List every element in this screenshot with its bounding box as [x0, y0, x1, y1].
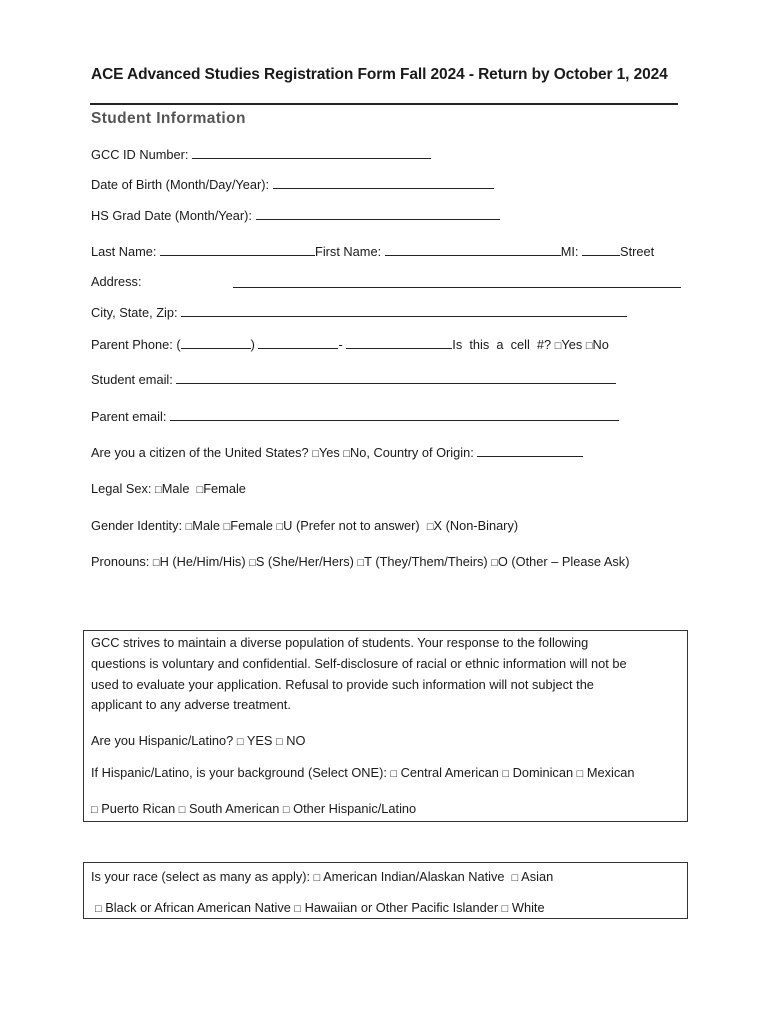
- gcc-id-label: GCC ID Number:: [91, 147, 189, 162]
- parent-phone-row: [91, 336, 609, 352]
- parent-email-field[interactable]: [170, 408, 619, 421]
- form-title: ACE Advanced Studies Registration Form Fall 2024 - Return by October 1, 2024: [91, 66, 668, 83]
- race-question: Is your race (select as many as apply):: [91, 869, 311, 884]
- bg-central-checkbox[interactable]: □ Central American: [390, 765, 499, 780]
- pronoun-s-checkbox[interactable]: □S (She/Her/Hers): [249, 554, 354, 569]
- race-black-checkbox[interactable]: □ Black or African American Native: [95, 900, 291, 915]
- phone-line-field[interactable]: [346, 336, 452, 349]
- country-of-origin-field[interactable]: [477, 444, 583, 457]
- dob-label: Date of Birth (Month/Day/Year):: [91, 177, 270, 192]
- hispanic-no-checkbox[interactable]: □ NO: [276, 733, 306, 748]
- section-heading: Student Information: [91, 110, 246, 127]
- title-divider: [90, 103, 678, 105]
- citizen-yes-checkbox[interactable]: □Yes: [312, 445, 340, 460]
- diversity-intro-4: applicant to any adverse treatment.: [91, 697, 291, 712]
- name-row: [91, 243, 654, 259]
- gender-identity-row: [91, 518, 518, 533]
- background-row: [91, 765, 635, 780]
- background-row-2: [91, 801, 416, 816]
- diversity-intro-3: used to evaluate your application. Refusal to provide such information will not subject the: [91, 677, 594, 692]
- dob-row: [91, 176, 494, 192]
- race-row-2: [95, 900, 545, 915]
- city-label: City, State, Zip:: [91, 305, 178, 320]
- gcc-id-field[interactable]: [192, 146, 431, 159]
- pronouns-row: [91, 554, 629, 569]
- phone-prefix-field[interactable]: [258, 336, 338, 349]
- background-question: If Hispanic/Latino, is your background (Select ONE):: [91, 765, 387, 780]
- cell-no-checkbox[interactable]: □No: [585, 337, 609, 352]
- race-american-indian-checkbox[interactable]: □ American Indian/Alaskan Native: [313, 869, 505, 884]
- pronouns-label: Pronouns:: [91, 554, 150, 569]
- cell-question: Is this a cell #?: [452, 337, 552, 352]
- area-code-field[interactable]: [181, 336, 251, 349]
- gi-female-checkbox[interactable]: □Female: [223, 518, 273, 533]
- race-row-1: [91, 869, 553, 884]
- diversity-intro-2: questions is voluntary and confidential. Self-disclosure of racial or ethnic information will not be: [91, 656, 627, 671]
- gi-u-checkbox[interactable]: □U (Prefer not to answer): [276, 518, 420, 533]
- hs-grad-label: HS Grad Date (Month/Year):: [91, 208, 252, 223]
- address-field[interactable]: [233, 275, 681, 288]
- hispanic-yes-checkbox[interactable]: □ YES: [236, 733, 273, 748]
- student-email-field[interactable]: [176, 371, 616, 384]
- street-label: Street: [620, 244, 655, 259]
- city-row: [91, 304, 627, 320]
- bg-puerto-rican-checkbox[interactable]: □ Puerto Rican: [91, 801, 176, 816]
- race-hawaiian-checkbox[interactable]: □ Hawaiian or Other Pacific Islander: [294, 900, 499, 915]
- race-asian-checkbox[interactable]: □ Asian: [511, 869, 554, 884]
- gcc-id-row: [91, 146, 431, 162]
- bg-dominican-checkbox[interactable]: □ Dominican: [502, 765, 574, 780]
- cell-yes-checkbox[interactable]: □Yes: [554, 337, 583, 352]
- gi-male-checkbox[interactable]: □Male: [185, 518, 221, 533]
- bg-south-checkbox[interactable]: □ South American: [178, 801, 280, 816]
- citizen-question: Are you a citizen of the United States?: [91, 445, 309, 460]
- student-email-label: Student email:: [91, 372, 173, 387]
- gender-identity-label: Gender Identity:: [91, 518, 183, 533]
- student-email-row: [91, 371, 616, 387]
- address-label: Address:: [91, 274, 142, 289]
- legal-sex-row: [91, 481, 246, 496]
- pronoun-t-checkbox[interactable]: □T (They/Them/Theirs): [357, 554, 488, 569]
- last-name-label: Last Name:: [91, 244, 157, 259]
- parent-phone-label: Parent Phone: (: [91, 337, 181, 352]
- mi-field[interactable]: [582, 243, 620, 256]
- hispanic-question: Are you Hispanic/Latino?: [91, 733, 234, 748]
- last-name-field[interactable]: [160, 243, 315, 256]
- parent-email-label: Parent email:: [91, 409, 167, 424]
- sex-male-checkbox[interactable]: □Male: [155, 481, 190, 496]
- hs-grad-row: [91, 207, 500, 223]
- phone-dash: -: [338, 337, 343, 352]
- sex-female-checkbox[interactable]: □Female: [196, 481, 246, 496]
- phone-close-paren: ): [250, 337, 255, 352]
- citizen-row: [91, 444, 583, 460]
- first-name-label: First Name:: [315, 244, 382, 259]
- dob-field[interactable]: [273, 176, 494, 189]
- hs-grad-field[interactable]: [256, 207, 500, 220]
- bg-mexican-checkbox[interactable]: □ Mexican: [576, 765, 635, 780]
- pronoun-o-checkbox[interactable]: □O (Other – Please Ask): [491, 554, 630, 569]
- gi-x-checkbox[interactable]: □X (Non-Binary): [426, 518, 519, 533]
- bg-other-checkbox[interactable]: □ Other Hispanic/Latino: [282, 801, 417, 816]
- first-name-field[interactable]: [385, 243, 561, 256]
- city-field[interactable]: [181, 304, 627, 317]
- parent-email-row: [91, 408, 619, 424]
- pronoun-h-checkbox[interactable]: □H (He/Him/His): [152, 554, 246, 569]
- diversity-intro-1: GCC strives to maintain a diverse population of students. Your response to the following: [91, 635, 589, 650]
- hispanic-row: [91, 733, 305, 748]
- legal-sex-label: Legal Sex:: [91, 481, 152, 496]
- mi-label: MI:: [560, 244, 579, 259]
- race-white-checkbox[interactable]: □ White: [501, 900, 545, 915]
- citizen-no-checkbox[interactable]: □No, Country of Origin:: [343, 445, 474, 460]
